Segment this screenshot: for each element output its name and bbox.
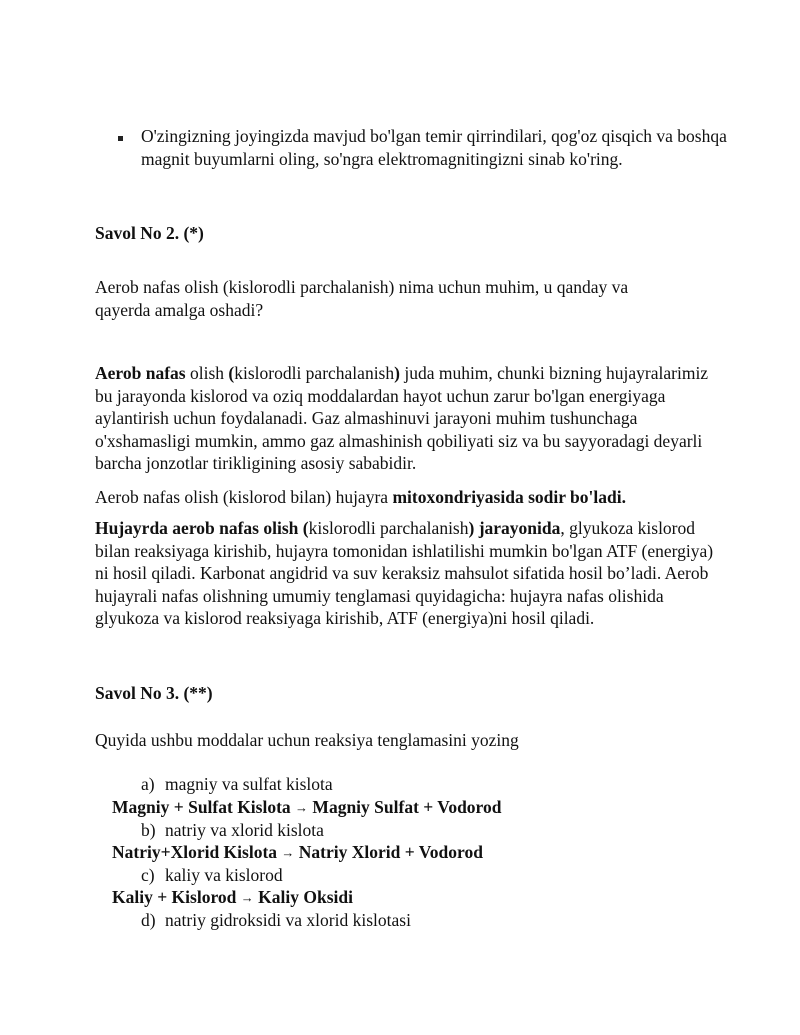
reaction-equation	[112, 841, 483, 866]
reactants: Natriy+Xlorid Kislota	[112, 842, 278, 862]
bold-term: Hujayrda aerob nafas olish (	[95, 518, 309, 538]
list-item	[141, 773, 333, 796]
text-run: Aerob nafas olish (kislorod bilan) hujayra	[95, 487, 393, 507]
list-item	[141, 864, 283, 887]
list-item-text: natriy gidroksidi va xlorid kislotasi	[165, 910, 411, 930]
list-letter: a)	[141, 774, 155, 794]
text-run: , glyukoza kislorod bilan reaksiyaga kirishib, hujayra tomonidan ishlatilishi mumkin bo'lgan ATF (energiya) ni hosil qiladi. Karbonat angidrid va suv keraksiz mahsulot sifatida hosil bo’ladi. Aerob hujayrali nafas olishning umumiy tenglamasi quyidagicha: hujayra nafas olishida glyukoza va kislorod reaksiyaga kirishib, ATF (energiya)ni hosil qiladi.	[95, 518, 714, 628]
reactants: Kaliy + Kislorod	[112, 887, 237, 907]
list-letter: b)	[141, 820, 156, 840]
arrow-icon: →	[281, 845, 295, 860]
reaction-equation	[112, 796, 502, 821]
text-run: kislorodli parchalanish	[234, 363, 395, 383]
bullet-item-text: O'zingizning joyingizda mavjud bo'lgan temir qirrindilari, qog'oz qisqich va boshqa magnit buyumlarni oling, so'ngra elektromagnitingizni sinab ko'ring.	[141, 126, 727, 169]
products: Magniy Sulfat + Vodorod	[312, 797, 502, 817]
bold-paren: )	[394, 363, 400, 383]
question-3-heading: Savol No 3. (**)	[95, 683, 213, 703]
bold-term: ) jarayonida	[468, 518, 561, 538]
list-letter: c)	[141, 865, 155, 885]
text-run: olish	[185, 363, 229, 383]
answer-2-paragraph-3	[95, 517, 715, 630]
list-item-text: natriy va xlorid kislota	[165, 820, 324, 840]
question-3-text: Quyida ushbu moddalar uchun reaksiya tenglamasini yozing	[95, 730, 519, 750]
bold-term: Aerob nafas	[95, 363, 186, 383]
reactants: Magniy + Sulfat Kislota	[112, 797, 291, 817]
question-2-text: Aerob nafas olish (kislorodli parchalanish) nima uchun muhim, u qanday va qayerda amalga oshadi?	[95, 277, 629, 320]
list-item-text: kaliy va kislorod	[165, 865, 283, 885]
list-letter: d)	[141, 910, 156, 930]
list-item-text: magniy va sulfat kislota	[165, 774, 333, 794]
products: Kaliy Oksidi	[258, 887, 353, 907]
answer-2-paragraph-2	[95, 486, 715, 509]
bold-term: mitoxondriyasida sodir bo'ladi.	[392, 487, 626, 507]
answer-2-paragraph-1	[95, 362, 715, 475]
list-item	[141, 909, 411, 932]
question-2-heading: Savol No 2. (*)	[95, 223, 204, 243]
arrow-icon: →	[295, 800, 309, 815]
list-item	[141, 819, 324, 842]
arrow-icon: →	[240, 890, 254, 905]
bullet-marker	[118, 136, 123, 141]
text-run: juda muhim, chunki bizning hujayralarimiz bu jarayonda kislorod va oziq moddalardan hayot uchun zarur bo'lgan energiyaga aylantirish uchun foydalanadi. Gaz almashinuvi jarayoni muhim tushunchaga o'xshamasligi mumkin, ammo gaz almashinish qobiliyati siz va bu sayyoradagi deyarli barcha jonzotlar tirikligining asosiy sababidir.	[95, 363, 709, 473]
products: Natriy Xlorid + Vodorod	[298, 842, 483, 862]
bold-paren: (	[228, 363, 235, 383]
text-run: kislorodli parchalanish	[308, 518, 469, 538]
reaction-equation	[112, 886, 353, 911]
